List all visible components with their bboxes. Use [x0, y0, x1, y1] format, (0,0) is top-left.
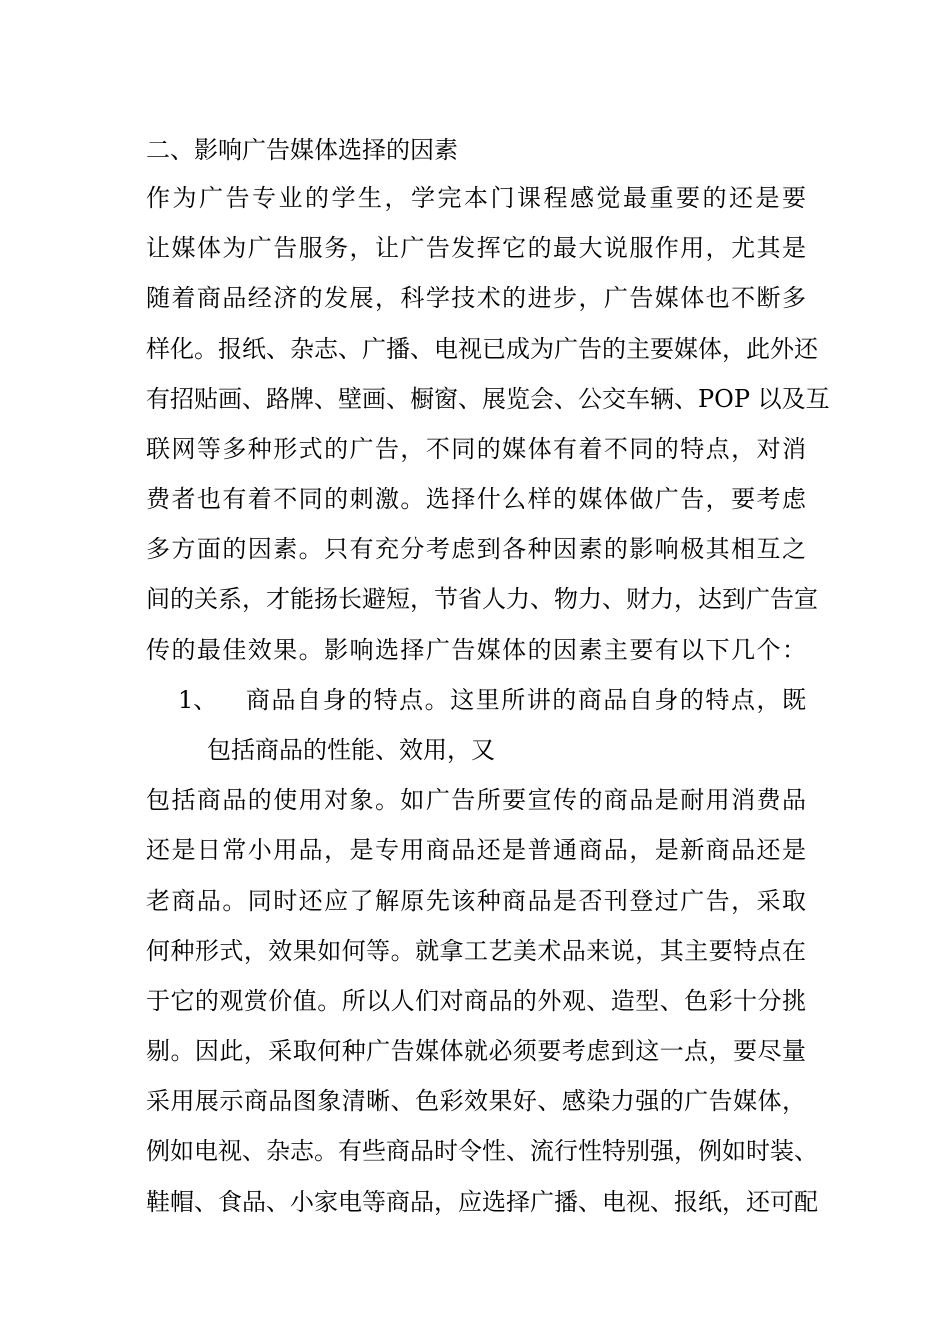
paragraph-line: 采用展示商品图象清晰、色彩效果好、感染力强的广告媒体，: [146, 1087, 806, 1115]
paragraph-line: 传的最佳效果。影响选择广告媒体的因素主要有以下几个：: [146, 636, 806, 664]
paragraph-line: 联网等多种形式的广告，不同的媒体有着不同的特点，对消: [146, 435, 806, 463]
paragraph-line: 老商品。同时还应了解原先该种商品是否刊登过广告，采取: [146, 887, 806, 915]
paragraph-line: 间的关系，才能扬长避短，节省人力、物力、财力，达到广告宣: [146, 585, 818, 613]
paragraph-line: 还是日常小用品，是专用商品还是普通商品，是新商品还是: [146, 836, 806, 864]
paragraph-line: 随着商品经济的发展，科学技术的进步，广告媒体也不断多: [146, 284, 806, 312]
paragraph-line: 多方面的因素。只有充分考虑到各种因素的影响极其相互之: [146, 535, 806, 563]
list-item-text: 商品自身的特点。这里所讲的商品自身的特点，既: [246, 686, 806, 714]
list-item-continuation: 包括商品的性能、效用，又: [207, 736, 495, 764]
paragraph-line: 何种形式，效果如何等。就拿工艺美术品来说，其主要特点在: [146, 937, 806, 965]
paragraph-line: 费者也有着不同的刺激。选择什么样的媒体做广告，要考虑: [146, 485, 806, 513]
paragraph-line: 剔。因此，采取何种广告媒体就必须要考虑到这一点，要尽量: [146, 1037, 806, 1065]
paragraph-line: 例如电视、杂志。有些商品时令性、流行性特别强，例如时装、: [146, 1137, 818, 1165]
paragraph-line: 让媒体为广告服务，让广告发挥它的最大说服作用，尤其是: [146, 234, 806, 262]
section-heading: 二、影响广告媒体选择的因素: [146, 136, 458, 164]
paragraph-line: 于它的观赏价值。所以人们对商品的外观、造型、色彩十分挑: [146, 987, 806, 1015]
paragraph-line: 包括商品的使用对象。如广告所要宣传的商品是耐用消费品: [146, 786, 806, 814]
list-item-number: 1、: [178, 686, 218, 714]
paragraph-line: 鞋帽、食品、小家电等商品，应选择广播、电视、报纸，还可配: [146, 1188, 818, 1216]
paragraph-line: 样化。报纸、杂志、广播、电视已成为广告的主要媒体，此外还: [146, 335, 818, 363]
paragraph-line: 作为广告专业的学生，学完本门课程感觉最重要的还是要: [146, 184, 806, 212]
paragraph-line: 有招贴画、路牌、壁画、橱窗、展览会、公交车辆、POP 以及互: [146, 385, 830, 413]
